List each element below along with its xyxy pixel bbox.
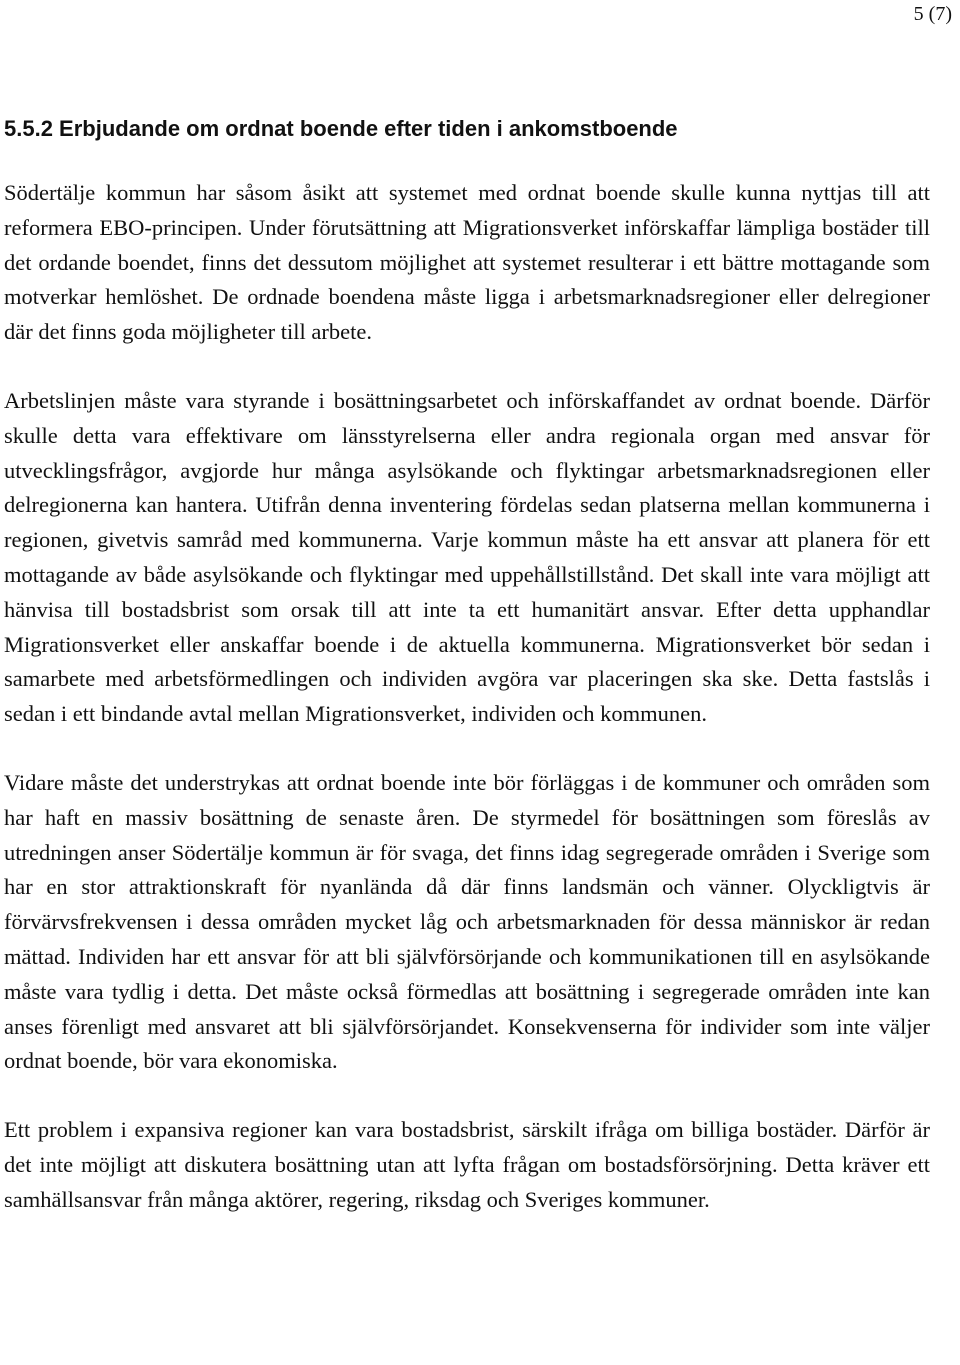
paragraph-ordnat-boende: Södertälje kommun har såsom åsikt att systemet med ordnat boende skulle kunna nyttjas till att reformera EBO-principen. Under förutsättning att Migrationsverket införskaffar lämpliga bostäder till det ordande boendet, finns det dessutom möjlighet att systemet resulterar i ett bättre mottagande som motverkar hemlöshet. De ordnade boendena måste ligga i arbetsmarknadsregioner eller delregioner där det finns goda möjligheter till arbete.	[4, 180, 930, 345]
paragraph-bostadsbrist: Ett problem i expansiva regioner kan vara bostadsbrist, särskilt ifråga om billiga bostäder. Därför är det inte möjligt att diskutera bosättning utan att lyfta frågan om bostadsförsörjning. Detta kräver ett samhällsansvar från många aktörer, regering, riksdag och Sveriges kommuner.	[4, 1117, 930, 1212]
paragraph-segregerade-omraden: Vidare måste det understrykas att ordnat boende inte bör förläggas i de kommuner och områden som har haft en massiv bosättning de senaste åren. De styrmedel för bosättningen som föreslås av utredningen anser Södertälje kommun är för svaga, det finns idag segregerade områden i Sverige som har en stor attraktionskraft för nyanlända då där finns landsmän och vänner. Olyckligtvis är förvärvsfrekvensen i dessa områden mycket låg och arbetsmarknaden för dessa människor är redan mättad. Individen har ett ansvar för att bli självförsörjande och kommunikationen till en asylsökande måste vara tydlig i detta. Det måste också förmedlas att bosättning i segregerade områden inte kan anses förenligt med ansvaret att bli självförsörjandet. Konsekvenserna för individer som inte väljer ordnat boende, bör vara ekonomiska.	[4, 769, 930, 1074]
section-heading: 5.5.2 Erbjudande om ordnat boende efter tiden i ankomstboende	[4, 116, 678, 141]
page-number: 5 (7)	[913, 3, 952, 25]
document-body	[4, 114, 930, 1218]
paragraph-arbetslinjen: Arbetslinjen måste vara styrande i bosättningsarbetet och införskaffandet av ordnat boende. Därför skulle detta vara effektivare om länsstyrelserna eller andra regionala organ med ansvar för utvecklingsfrågor, avgjorde hur många asylsökande och flyktingar arbetsmarknadsregionen eller delregionerna kan hantera. Utifrån denna inventering fördelas sedan platserna mellan kommunerna i regionen, givetvis samråd med kommunerna. Varje kommun måste ha ett ansvar att planera för ett mottagande av både asylsökande och flyktingar med uppehållstillstånd. Det skall inte vara möjligt att hänvisa till bostadsbrist som orsak till att inte ta ett humanitärt ansvar. Efter detta upphandlar Migrationsverket eller anskaffar boende i de aktuella kommunerna. Migrationsverket bör sedan i samarbete med arbetsförmedlingen och individen avgöra var placeringen ska ske. Detta fastslås i sedan i ett bindande avtal mellan Migrationsverket, individen och kommunen.	[4, 387, 930, 727]
